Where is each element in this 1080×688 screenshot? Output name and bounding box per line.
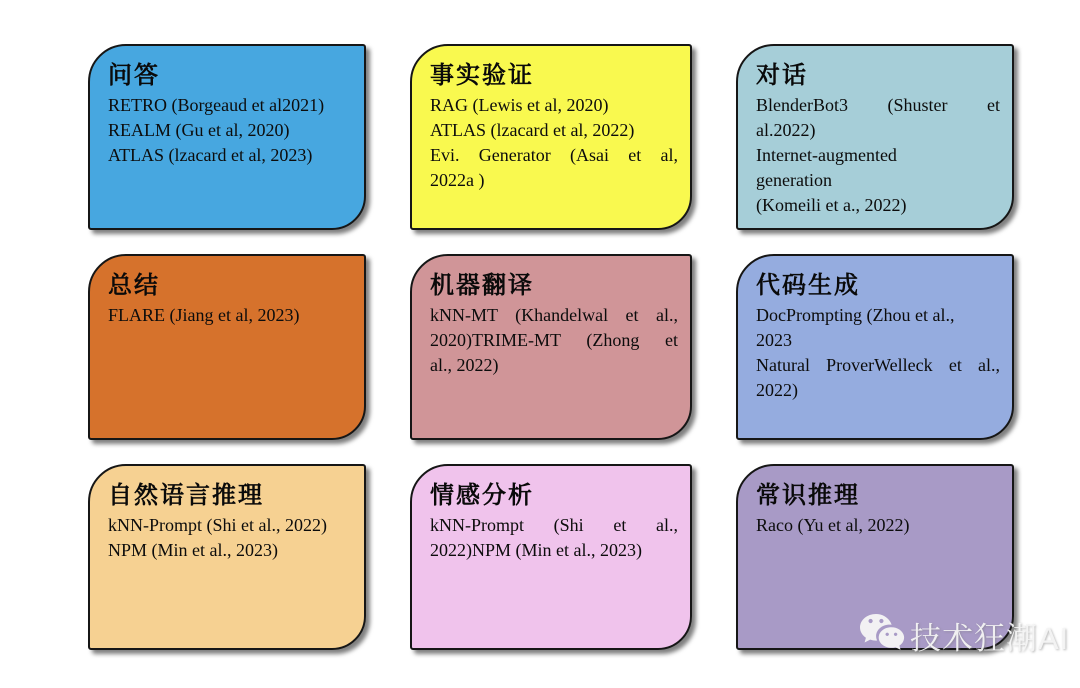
- citation-line: generation: [756, 170, 832, 190]
- card-title: 机器翻译: [430, 272, 534, 299]
- citation-line: (Komeili et a., 2022): [756, 195, 907, 215]
- citation-line: kNN-MT (Khandelwal et al.,: [430, 305, 678, 325]
- card-citations: [756, 513, 1004, 538]
- card-citations: [430, 93, 682, 193]
- citation-line: al., 2022): [430, 355, 499, 375]
- citation-line: 2023: [756, 330, 792, 350]
- card-natural-language-inference: [88, 464, 366, 650]
- cards-grid: [88, 44, 1014, 650]
- citation-line: 2022)NPM (Min et al., 2023): [430, 540, 642, 560]
- citation-line: RAG (Lewis et al, 2020): [430, 95, 609, 115]
- citation-line: kNN-Prompt (Shi et al.,: [430, 515, 678, 535]
- card-citations: [430, 513, 682, 563]
- card-title: 自然语言推理: [108, 482, 264, 509]
- card-title: 总结: [108, 272, 160, 299]
- card-title: 事实验证: [430, 62, 534, 89]
- card-citations: [108, 303, 356, 328]
- citation-line: 2020)TRIME-MT (Zhong et: [430, 330, 678, 350]
- citation-line: FLARE (Jiang et al, 2023): [108, 305, 300, 325]
- card-title: 常识推理: [756, 482, 860, 509]
- card-title: 对话: [756, 62, 808, 89]
- card-citations: [108, 513, 356, 563]
- wechat-icon: [858, 612, 906, 658]
- citation-line: kNN-Prompt (Shi et al., 2022): [108, 515, 327, 535]
- card-fact-verification: [410, 44, 692, 230]
- citation-line: BlenderBot3 (Shuster et: [756, 95, 1000, 115]
- card-sentiment-analysis: [410, 464, 692, 650]
- card-citations: [756, 303, 1004, 403]
- citation-line: al.2022): [756, 120, 816, 140]
- card-citations: [430, 303, 682, 378]
- card-machine-translation: [410, 254, 692, 440]
- citation-line: Raco (Yu et al, 2022): [756, 515, 910, 535]
- citation-line: DocPrompting (Zhou et al.,: [756, 305, 955, 325]
- citation-line: 2022): [756, 380, 798, 400]
- card-title: 情感分析: [430, 482, 534, 509]
- card-title: 问答: [108, 62, 160, 89]
- citation-line: REALM (Gu et al, 2020): [108, 120, 290, 140]
- card-dialogue: [736, 44, 1014, 230]
- watermark: [858, 612, 1069, 658]
- citation-line: ATLAS (lzacard et al, 2022): [430, 120, 635, 140]
- card-code-generation: [736, 254, 1014, 440]
- card-qa: [88, 44, 366, 230]
- watermark-text: 技术狂潮AI: [910, 620, 1070, 656]
- card-title: 代码生成: [756, 272, 860, 299]
- citation-line: 2022a ): [430, 170, 485, 190]
- card-summarization: [88, 254, 366, 440]
- card-citations: [108, 93, 356, 168]
- citation-line: RETRO (Borgeaud et al2021): [108, 95, 325, 115]
- citation-line: Natural ProverWelleck et al.,: [756, 355, 1000, 375]
- citation-line: Internet-augmented: [756, 145, 897, 165]
- citation-line: NPM (Min et al., 2023): [108, 540, 278, 560]
- card-citations: [756, 93, 1004, 218]
- citation-line: ATLAS (lzacard et al, 2023): [108, 145, 313, 165]
- citation-line: Evi. Generator (Asai et al,: [430, 145, 678, 165]
